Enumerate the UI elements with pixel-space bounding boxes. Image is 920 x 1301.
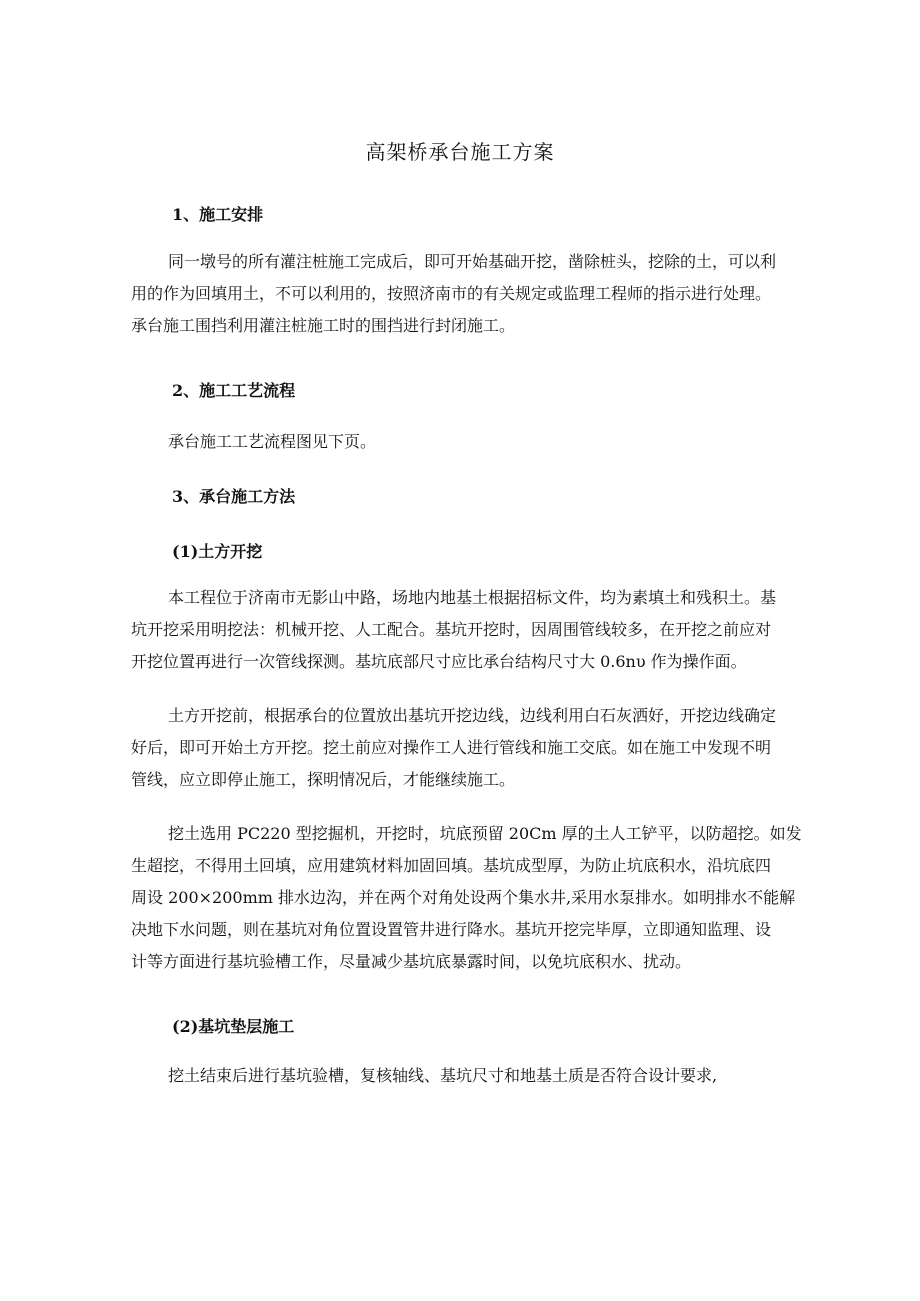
text-line: 承台施工工艺流程图见下页。 — [168, 432, 377, 451]
text-line: 坑开挖采用明挖法：机械开挖、人工配合。基坑开挖时，因周围管线较多，在开挖之前应对 — [131, 620, 772, 639]
text-line: 决地下水问题，则在基坑对角位置设置管井进行降水。基坑开挖完毕厚，立即通知监理、设 — [131, 920, 772, 939]
text-line: 好后，即可开始土方开挖。挖土前应对操作工人进行管线和施工交底。如在施工中发现不明 — [131, 738, 772, 757]
subsection-1-paragraph-3 — [131, 818, 802, 978]
text-line: 土方开挖前，根据承台的位置放出基坑开挖边线，边线利用白石灰洒好，开挖边线确定 — [168, 706, 777, 725]
text-line: 周设 200×200mm 排水边沟，并在两个对角处设两个集水井,采用水泵排水。如明排水不能解 — [131, 888, 796, 907]
text-line: 同一墩号的所有灌注桩施工完成后，即可开始基础开挖，凿除桩头，挖除的土，可以利 — [168, 252, 777, 271]
text-line: 挖土选用 PC220 型挖掘机，开挖时，坑底预留 20Cm 厚的土人工铲平，以防超挖。如发 — [168, 824, 802, 843]
subsection-1-paragraph-1 — [131, 582, 793, 678]
text-line: 计等方面进行基坑验槽工作，尽量减少基坑底暴露时间，以免坑底积水、扰动。 — [131, 952, 692, 971]
text-line: 开挖位置再进行一次管线探测。基坑底部尺寸应比承台结构尺寸大 0.6nυ 作为操作面。 — [131, 652, 747, 671]
subsection-heading-1: (1)土方开挖 — [172, 542, 263, 561]
document-title: 高架桥承台施工方案 — [365, 140, 555, 164]
text-line: 生超挖，不得用土回填，应用建筑材料加固回填。基坑成型厚，为防止坑底积水，沿坑底四 — [131, 856, 772, 875]
section-heading-3: 3、承台施工方法 — [172, 487, 296, 506]
section-heading-1: 1、施工安排 — [172, 205, 264, 224]
section-2-paragraph — [131, 426, 793, 458]
text-line: 挖土结束后进行基坑验槽，复核轴线、基坑尺寸和地基土质是否符合设计要求, — [168, 1066, 718, 1085]
subsection-1-paragraph-2 — [131, 700, 793, 796]
text-line: 本工程位于济南市无影山中路，场地内地基土根据招标文件，均为素填土和残积土。基 — [168, 588, 777, 607]
section-heading-2: 2、施工工艺流程 — [172, 381, 296, 400]
section-1-paragraph — [131, 246, 793, 342]
text-line: 管线，应立即停止施工，探明情况后，才能继续施工。 — [131, 770, 516, 789]
subsection-heading-2: (2)基坑垫层施工 — [172, 1017, 295, 1036]
text-line: 承台施工围挡利用灌注桩施工时的围挡进行封闭施工。 — [131, 316, 516, 335]
text-line: 用的作为回填用土，不可以利用的，按照济南市的有关规定或监理工程师的指示进行处理。 — [131, 284, 772, 303]
subsection-2-paragraph-1 — [131, 1060, 793, 1092]
